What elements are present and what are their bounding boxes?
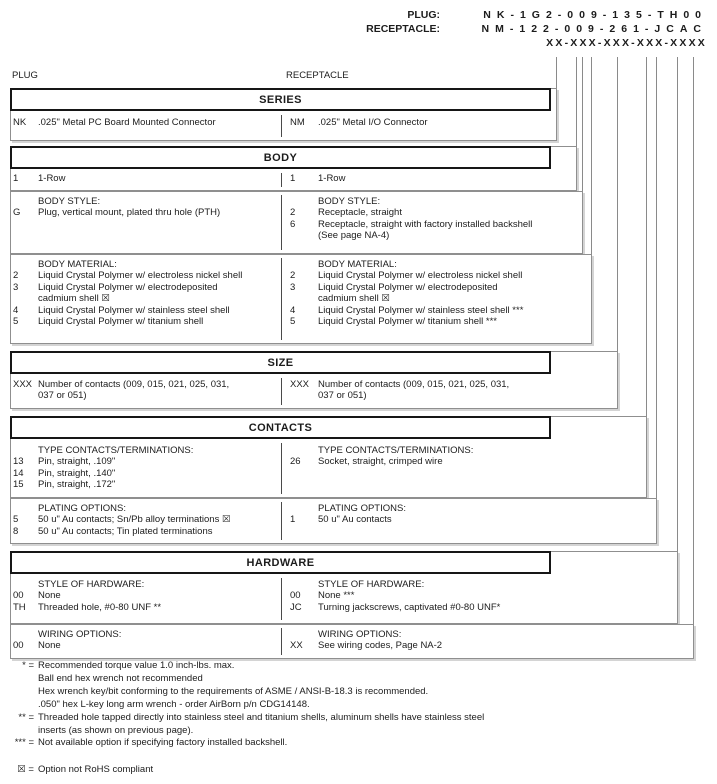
option-text: BODY STYLE: — [38, 196, 101, 207]
option-text: Not available option if specifying factory installed backshell. — [38, 737, 288, 749]
section-body-row — [10, 146, 577, 191]
receptacle-part-number-value: NM-122-009-261-JCAC — [481, 23, 707, 35]
option-text: .025" Metal PC Board Mounted Connector — [38, 117, 216, 128]
option-text: Ball end hex wrench not recommended — [38, 672, 203, 684]
option-row-continuation — [13, 579, 285, 590]
option-code: 15 — [13, 479, 24, 491]
series-receptacle-options — [290, 117, 562, 128]
section-size — [10, 351, 618, 409]
option-row — [13, 640, 285, 651]
option-row — [290, 219, 562, 230]
option-text: Liquid Crystal Polymer w/ stainless steel shell *** — [318, 304, 524, 316]
option-row-continuation — [12, 699, 712, 712]
option-row — [290, 590, 562, 601]
receptacle-column-header: RECEPTACLE — [286, 70, 349, 81]
part-number-mask: XX-XXX-XXX-XXX-XXXX — [546, 37, 707, 49]
hardware-wiring-receptacle-options — [290, 629, 562, 652]
option-row-continuation — [290, 293, 562, 304]
option-code — [13, 579, 38, 590]
footnotes — [12, 660, 712, 750]
option-code: 3 — [13, 281, 19, 293]
option-code: *** = — [14, 737, 34, 749]
option-code — [13, 293, 38, 304]
option-text: 037 or 051) — [38, 390, 87, 402]
option-text: See wiring codes, Page NA-2 — [318, 640, 443, 652]
option-text: PLATING OPTIONS: — [318, 503, 406, 514]
option-row — [13, 590, 285, 601]
option-code: 00 — [13, 590, 24, 602]
section-series — [10, 88, 557, 141]
body-style-receptacle-options — [290, 196, 562, 242]
option-row — [290, 514, 562, 525]
series-header: SERIES — [10, 88, 551, 111]
option-code: * = — [22, 660, 34, 671]
receptacle-part-number-label: RECEPTACLE: — [366, 23, 440, 35]
option-code: 14 — [13, 467, 24, 479]
option-code: ** = — [18, 711, 34, 723]
option-text: Number of contacts (009, 015, 021, 025, 031, — [318, 379, 510, 390]
option-code: 5 — [290, 316, 296, 328]
option-text: Liquid Crystal Polymer w/ electrodeposited — [38, 281, 218, 293]
option-text: Pin, straight, .172" — [38, 479, 116, 491]
option-row — [12, 737, 712, 750]
option-code: 26 — [290, 456, 301, 468]
option-text: Liquid Crystal Polymer w/ titanium shell — [38, 316, 204, 328]
option-row-continuation — [13, 390, 285, 401]
option-row-continuation — [290, 230, 562, 241]
hardware-header: HARDWARE — [10, 551, 551, 574]
option-code: ☒ = — [17, 764, 34, 775]
callout-line-hardware-style — [677, 57, 678, 551]
option-text: Pin, straight, .140" — [38, 467, 116, 479]
plug-part-number-value: NK-1G2-009-135-TH00 — [483, 9, 707, 21]
option-row — [13, 602, 285, 613]
option-code: XXX — [13, 379, 33, 390]
option-code — [290, 445, 318, 456]
option-row — [290, 602, 562, 613]
option-row-continuation — [290, 629, 562, 640]
option-row — [13, 479, 285, 490]
option-row — [13, 316, 285, 327]
option-text: Liquid Crystal Polymer w/ titanium shell *** — [318, 316, 497, 328]
callout-line-contacts-type — [646, 57, 647, 416]
rohs-note — [12, 764, 712, 777]
option-code: 3 — [290, 281, 296, 293]
option-row-continuation — [13, 445, 285, 456]
option-code: 4 — [290, 304, 296, 316]
option-code: NK — [13, 117, 27, 128]
option-code: JC — [290, 601, 302, 613]
option-text: 50 u" Au contacts — [318, 514, 392, 526]
option-row-continuation — [13, 293, 285, 304]
option-text: Liquid Crystal Polymer w/ electroless nickel shell — [38, 270, 243, 282]
section-contacts-type — [10, 416, 647, 498]
option-text: .025" Metal I/O Connector — [318, 117, 428, 128]
option-code: 4 — [13, 304, 19, 316]
option-text: STYLE OF HARDWARE: — [38, 579, 145, 590]
option-text: TYPE CONTACTS/TERMINATIONS: — [38, 445, 194, 456]
option-code — [13, 259, 38, 270]
option-text: Socket, straight, crimped wire — [318, 456, 443, 468]
option-row-continuation — [13, 503, 285, 514]
option-code — [290, 629, 318, 640]
option-code — [13, 196, 38, 207]
option-text: Threaded hole tapped directly into stainless steel and titanium shells, aluminum shells have stainless steel — [38, 711, 485, 723]
body-style-plug-options — [13, 196, 285, 219]
option-row — [12, 764, 712, 777]
section-body-material — [10, 254, 592, 344]
option-row — [12, 660, 712, 673]
option-text: None — [38, 640, 61, 652]
option-row — [13, 379, 285, 390]
hardware-style-plug-options — [13, 579, 285, 613]
option-code — [13, 445, 38, 456]
option-code: 2 — [290, 207, 296, 219]
option-row-continuation — [12, 673, 712, 686]
callout-line-series — [556, 57, 557, 88]
option-code: 00 — [13, 640, 24, 652]
option-code: 5 — [13, 316, 19, 328]
option-code — [12, 725, 34, 738]
section-body-style — [10, 191, 583, 254]
option-text: 1-Row — [38, 173, 66, 184]
option-row-continuation — [13, 259, 285, 270]
series-plug-options — [13, 117, 285, 128]
option-code: 2 — [13, 270, 19, 282]
option-text: Liquid Crystal Polymer w/ electrodeposited — [318, 281, 498, 293]
option-text: Threaded hole, #0-80 UNF ** — [38, 601, 162, 613]
option-text: Liquid Crystal Polymer w/ stainless steel shell — [38, 304, 230, 316]
option-row — [290, 640, 562, 651]
option-code — [290, 579, 318, 590]
option-row — [13, 456, 285, 467]
option-text: Pin, straight, .109" — [38, 456, 116, 468]
option-text: None — [38, 590, 61, 602]
option-text: 50 u" Au contacts; Sn/Pb alloy terminations ☒ — [38, 514, 231, 526]
option-row-continuation — [290, 196, 562, 207]
contacts-type-receptacle-options — [290, 445, 562, 468]
option-text: BODY MATERIAL: — [38, 259, 117, 270]
option-code — [290, 196, 318, 207]
option-row — [12, 712, 712, 725]
option-code — [12, 699, 34, 712]
option-row — [290, 316, 562, 327]
option-code: 5 — [13, 514, 19, 526]
option-row-continuation — [290, 579, 562, 590]
option-text: PLATING OPTIONS: — [38, 503, 126, 514]
option-code: XXX — [290, 379, 310, 390]
option-code: TH — [13, 601, 26, 613]
option-code: 2 — [290, 270, 296, 282]
option-text: Receptacle, straight with factory installed backshell — [318, 218, 533, 230]
option-row-continuation — [290, 445, 562, 456]
section-contacts-plating — [10, 498, 657, 544]
option-row — [290, 456, 562, 467]
section-hardware-wiring — [10, 624, 694, 659]
option-code: 13 — [13, 456, 24, 468]
plug-column-header: PLUG — [12, 70, 38, 81]
option-row-continuation — [290, 390, 562, 401]
option-row — [290, 173, 562, 184]
option-row-continuation — [290, 503, 562, 514]
option-row — [13, 117, 285, 128]
option-text: Number of contacts (009, 015, 021, 025, 031, — [38, 379, 230, 390]
option-text: Hex wrench key/bit conforming to the requirements of ASME / ANSI-B-18.3 is recommended. — [38, 685, 429, 697]
option-code — [290, 230, 318, 241]
option-row-continuation — [13, 196, 285, 207]
callout-line-body-material — [591, 57, 592, 254]
option-text: 1-Row — [318, 173, 346, 184]
option-row — [290, 270, 562, 281]
option-row-continuation — [290, 259, 562, 270]
body-material-receptacle-options — [290, 259, 562, 327]
option-code: 1 — [290, 514, 296, 526]
body-header: BODY — [10, 146, 551, 169]
option-row — [13, 173, 285, 184]
option-row — [290, 117, 562, 128]
option-text: BODY STYLE: — [318, 196, 381, 207]
option-text: WIRING OPTIONS: — [318, 629, 402, 640]
option-code: XX — [290, 640, 303, 652]
callout-line-body-style — [582, 57, 583, 191]
contacts-plating-receptacle-options — [290, 503, 562, 526]
option-row — [290, 207, 562, 218]
option-text: Recommended torque value 1.0 inch-lbs. max. — [38, 660, 235, 671]
option-row — [13, 305, 285, 316]
option-row — [290, 379, 562, 390]
option-text: (See page NA-4) — [318, 230, 390, 242]
option-row-continuation — [12, 686, 712, 699]
option-row — [13, 207, 285, 218]
option-code — [12, 686, 34, 699]
size-plug-options — [13, 379, 285, 402]
option-text: inserts (as shown on previous page). — [38, 724, 194, 736]
option-code — [13, 629, 38, 640]
size-header: SIZE — [10, 351, 551, 374]
body-row-receptacle-options — [290, 173, 562, 184]
section-hardware-style — [10, 551, 678, 624]
contacts-type-plug-options — [13, 445, 285, 491]
option-code — [13, 390, 38, 401]
option-row — [290, 282, 562, 293]
option-row — [290, 305, 562, 316]
plug-part-number-label: PLUG: — [407, 9, 440, 21]
option-code — [290, 503, 318, 514]
option-code — [290, 390, 318, 401]
option-code — [13, 503, 38, 514]
option-text: .050" hex L-key long arm wrench - order AirBorn p/n CDG14148. — [38, 698, 310, 710]
option-text: Option not RoHS compliant — [38, 764, 154, 775]
option-code: G — [13, 207, 21, 219]
option-code: 1 — [290, 173, 296, 184]
option-code — [290, 259, 318, 270]
option-row — [13, 282, 285, 293]
option-text: WIRING OPTIONS: — [38, 629, 122, 640]
option-code — [290, 293, 318, 304]
option-text: STYLE OF HARDWARE: — [318, 579, 425, 590]
option-row-continuation — [12, 725, 712, 738]
option-text: None *** — [318, 590, 355, 602]
option-text: Liquid Crystal Polymer w/ electroless nickel shell — [318, 270, 523, 282]
option-row-continuation — [13, 629, 285, 640]
size-receptacle-options — [290, 379, 562, 402]
option-row — [13, 270, 285, 281]
body-material-plug-options — [13, 259, 285, 327]
option-code: 8 — [13, 525, 19, 537]
callout-line-contacts-plating — [656, 57, 657, 498]
option-row — [13, 514, 285, 525]
option-code: NM — [290, 117, 305, 128]
contacts-header: CONTACTS — [10, 416, 551, 439]
option-code: 6 — [290, 218, 296, 230]
option-row — [13, 526, 285, 537]
option-text: Plug, vertical mount, plated thru hole (PTH) — [38, 207, 221, 219]
option-text: Turning jackscrews, captivated #0-80 UNF* — [318, 601, 501, 613]
option-row — [13, 468, 285, 479]
hardware-style-receptacle-options — [290, 579, 562, 613]
option-text: cadmium shell ☒ — [318, 293, 390, 305]
option-text: Receptacle, straight — [318, 207, 402, 219]
hardware-wiring-plug-options — [13, 629, 285, 652]
option-text: cadmium shell ☒ — [38, 293, 110, 305]
callout-line-body-row — [576, 57, 577, 146]
contacts-plating-plug-options — [13, 503, 285, 537]
option-text: BODY MATERIAL: — [318, 259, 397, 270]
option-text: 037 or 051) — [318, 390, 367, 402]
body-row-plug-options — [13, 173, 285, 184]
option-code: 00 — [290, 590, 301, 602]
option-code — [12, 673, 34, 686]
callout-line-hardware-wiring — [693, 57, 694, 624]
option-text: TYPE CONTACTS/TERMINATIONS: — [318, 445, 474, 456]
option-code: 1 — [13, 173, 19, 184]
callout-line-size — [617, 57, 618, 351]
option-text: 50 u" Au contacts; Tin plated terminations — [38, 525, 213, 537]
